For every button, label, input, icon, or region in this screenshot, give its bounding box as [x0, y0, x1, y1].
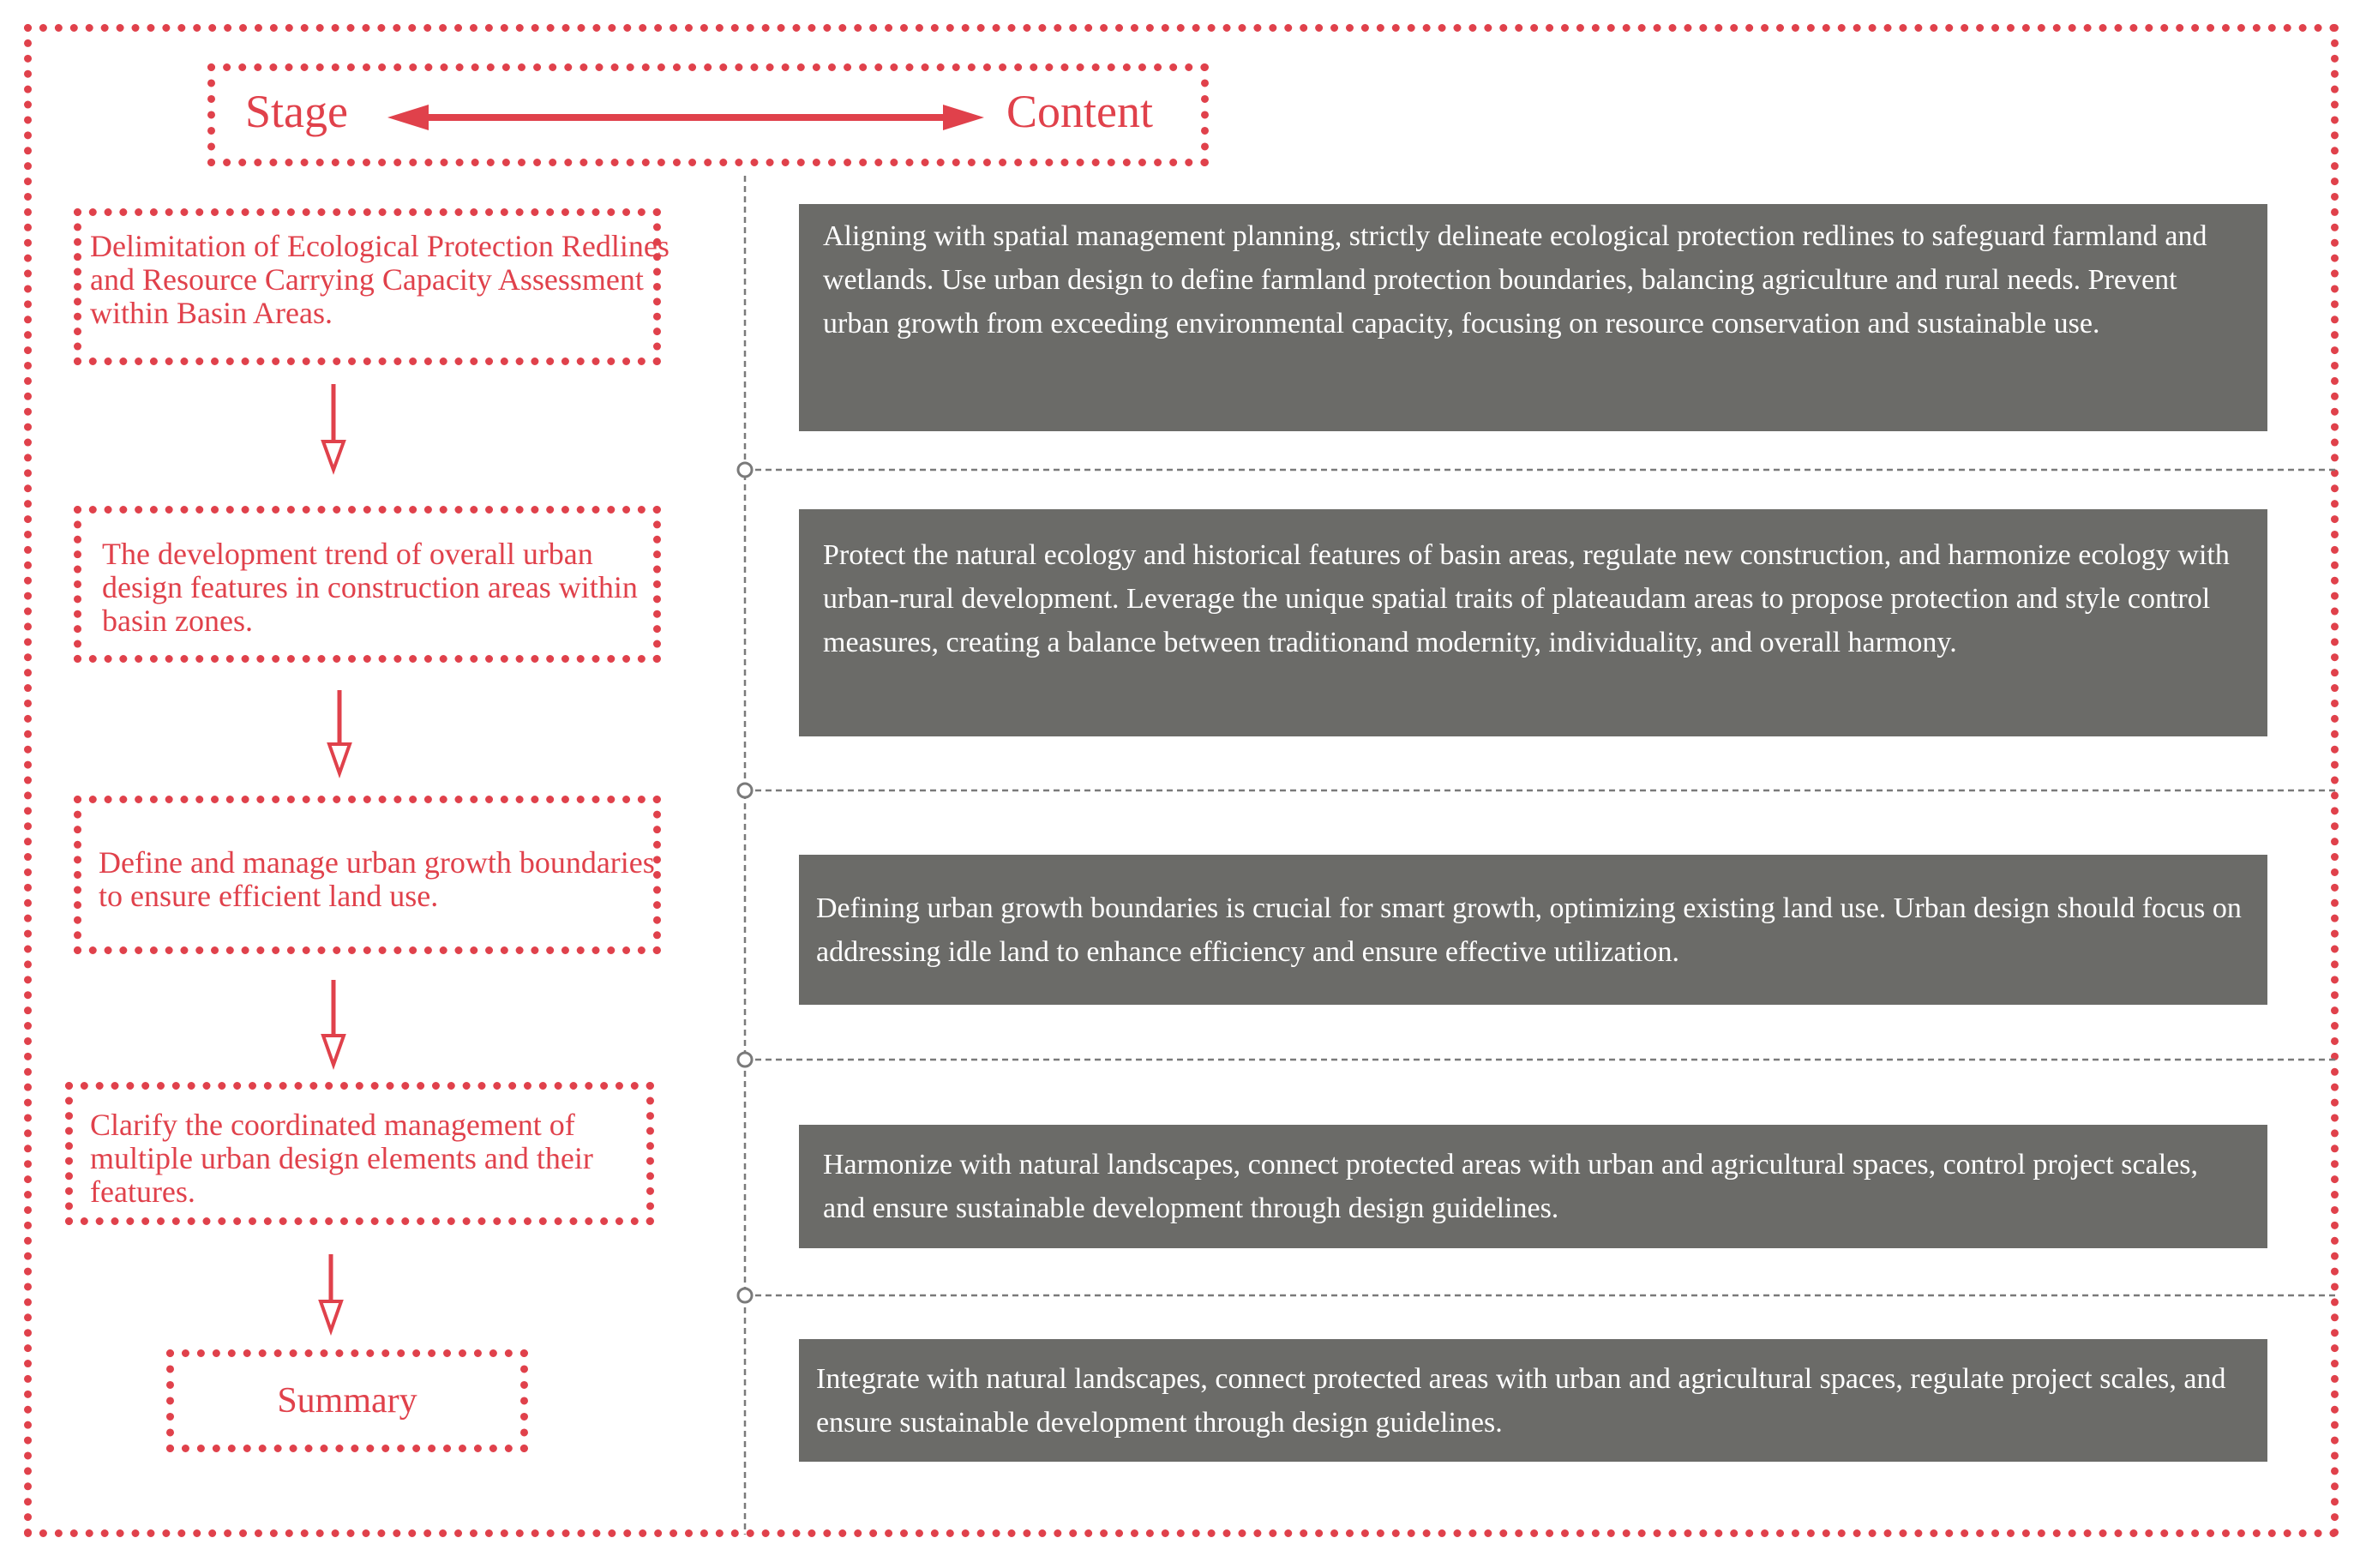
- row-divider-2: [738, 784, 2339, 797]
- row-divider-1: [738, 463, 2339, 477]
- stage-label-1: Delimitation of Ecological Protection Redlines and Resource Carrying Capacity Assessment within Basin Areas.: [90, 229, 670, 330]
- stage-header: Stage: [245, 86, 348, 137]
- row-divider-3: [738, 1053, 2339, 1066]
- stage-label-2: The development trend of overall urban design features in construction areas within basin zones.: [102, 537, 638, 638]
- content-text-5: Integrate with natural landscapes, connect protected areas with urban and agricultural spaces, regulate project scales, and ensure sustainable development through design guidelines.: [816, 1362, 2226, 1439]
- content-header: Content: [1006, 86, 1153, 137]
- down-arrow-4: [321, 1254, 341, 1331]
- down-arrow-2: [329, 690, 350, 773]
- stage-label-3: Define and manage urban growth boundaries to ensure efficient land use.: [99, 845, 655, 913]
- content-text-1: Aligning with spatial management planning, strictly delineate ecological protection redlines to safeguard farmland and wetlands. Use urban design to define farmland protection boundaries, balancing agriculture and rural needs. Prevent urban growth from exceeding environmental capacity, focusing on resource conservation and sustainable use.: [823, 220, 2207, 339]
- down-arrow-3: [323, 980, 344, 1065]
- summary-label: Summary: [277, 1381, 417, 1421]
- content-text-3: Defining urban growth boundaries is crucial for smart growth, optimizing existing land use. Urban design should focus on addressing idle land to enhance efficiency and ensure effective utilization.: [816, 892, 2242, 968]
- content-text-2: Protect the natural ecology and historical features of basin areas, regulate new construction, and harmonize ecology with urban-rural development. Leverage the unique spatial traits of plateaudam areas to propose protection and style control measures, creating a balance between traditionand modernity, individuality, and overall harmony.: [823, 539, 2230, 658]
- content-text-4: Harmonize with natural landscapes, connect protected areas with urban and agricultural spaces, control project scales, and ensure sustainable development through design guidelines.: [823, 1149, 2198, 1224]
- stage-label-4: Clarify the coordinated management of multiple urban design elements and their features.: [90, 1108, 593, 1209]
- row-divider-4: [738, 1289, 2339, 1302]
- stage-content-double-arrow: [387, 105, 984, 130]
- down-arrow-1: [323, 384, 344, 470]
